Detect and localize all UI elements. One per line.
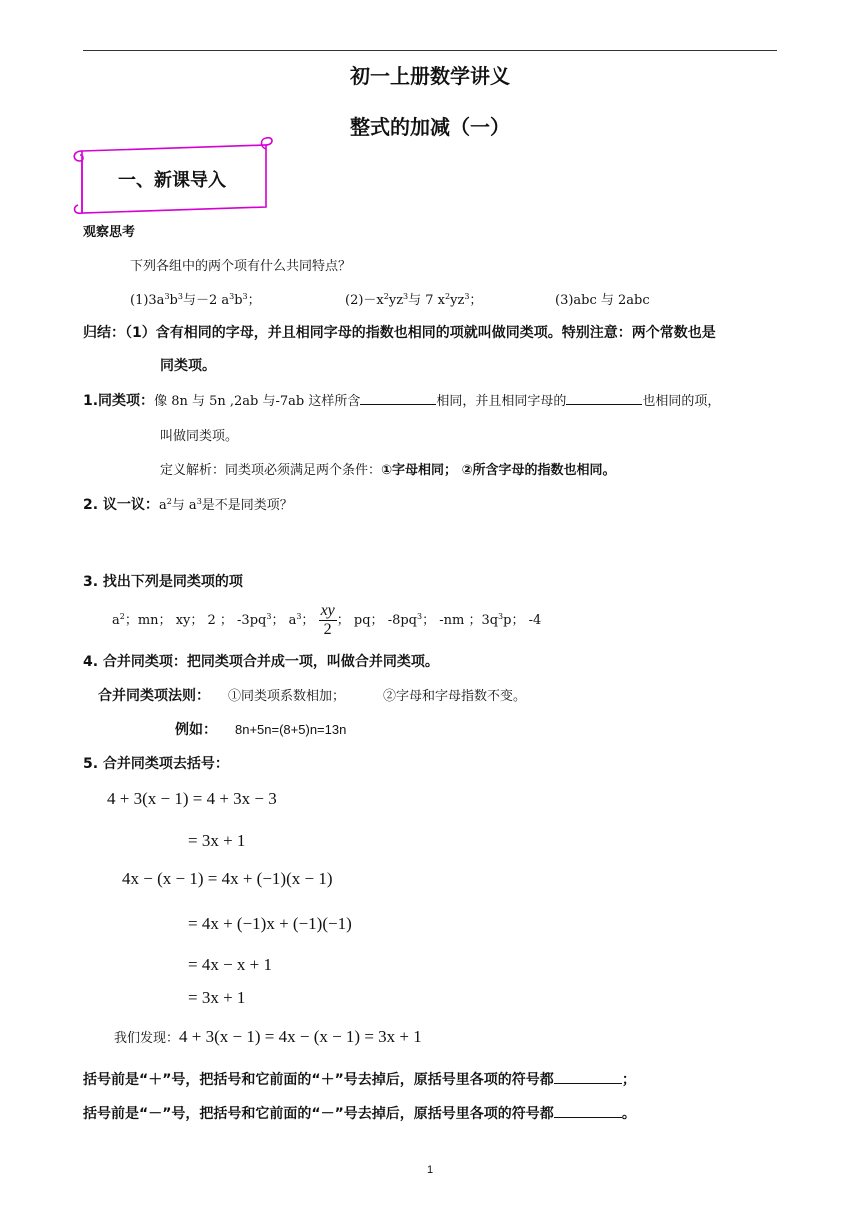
summary-line-2: 同类项。 bbox=[160, 358, 216, 374]
item5-label: 5. 合并同类项去括号： bbox=[83, 756, 229, 772]
item4-example: 例如： 8n+5n=(8+5)n=13n bbox=[175, 722, 347, 738]
section-heading: 一、新课导入 bbox=[118, 170, 226, 191]
observe-item-2: $(2)-x^2yz^3$与 7 $x^2yz^3$； bbox=[345, 292, 483, 308]
item4-rules: 合并同类项法则： ①同类项系数相加； ②字母和字母指数不变。 bbox=[98, 688, 527, 704]
observe-item-1: $(1)3a^3b^3$与－2 $a^3b^3$； bbox=[130, 292, 261, 308]
item1-definition: 定义解析：同类项必须满足两个条件：①字母相同； ②所含字母的指数也相同。 bbox=[160, 463, 616, 478]
blank-2[interactable] bbox=[566, 390, 642, 405]
summary-line-1: 归结：（1）含有相同的字母，并且相同字母的指数也相同的项就叫做同类项。特别注意：两个常数也是 bbox=[83, 325, 716, 341]
doc-title: 初一上册数学讲义 bbox=[350, 64, 510, 88]
equation-2: 4x − (x − 1) = 4x + (−1)(x − 1) bbox=[122, 869, 333, 888]
blank-minus[interactable] bbox=[554, 1103, 622, 1118]
header-rule bbox=[83, 50, 777, 51]
equation-1b: = 3x + 1 bbox=[188, 831, 246, 850]
blank-1[interactable] bbox=[360, 390, 436, 405]
item1-line-2: 叫做同类项。 bbox=[160, 429, 239, 444]
rule-minus: 括号前是“－”号，把括号和它前面的“－”号去掉后，原括号里各项的符号都 。 bbox=[83, 1103, 636, 1123]
page-number: 1 bbox=[426, 1164, 434, 1176]
rule-plus: 括号前是“＋”号，把括号和它前面的“＋”号去掉后，原括号里各项的符号都 ； bbox=[83, 1069, 636, 1089]
item4-label: 4. 合并同类项：把同类项合并成一项，叫做合并同类项。 bbox=[83, 654, 439, 670]
equation-1: 4 + 3(x − 1) = 4 + 3x − 3 bbox=[107, 789, 277, 808]
blank-plus[interactable] bbox=[554, 1069, 622, 1084]
observe-item-3: (3)abc 与 2abc bbox=[555, 293, 650, 308]
item3-label: 3. 找出下列是同类项的项 bbox=[83, 574, 243, 590]
equation-2c: = 4x − x + 1 bbox=[188, 955, 273, 974]
equation-2b: = 4x + (−1)x + (−1)(−1) bbox=[188, 914, 352, 933]
item1-line: 1.同类项：像 8n 与 5n ,2ab 与-7ab 这样所含 相同，并且相同字母的 也相同的项， bbox=[83, 390, 720, 410]
fraction-xy-2: $\frac{xy}{2}$ bbox=[320, 602, 335, 638]
found-line: 我们发现：4 + 3(x − 1) = 4x − (x − 1) = 3x + 1 bbox=[114, 1027, 422, 1046]
equation-2d: = 3x + 1 bbox=[188, 988, 246, 1007]
observe-question: 下列各组中的两个项有什么共同特点？ bbox=[130, 259, 352, 274]
subtitle: 整式的加减（一） bbox=[350, 115, 510, 139]
item3-terms: $a^2$；mn； xy； 2 ； $-3pq^3$； $a^3$； $\frac{xy}{2}$ ； pq； $-8pq^3$； -nm ；$3q^3p$； -4 bbox=[112, 602, 542, 638]
observe-label: 观察思考 bbox=[83, 225, 136, 240]
item2-line: 2. 议一议：$a^2$与 $a^3$是不是同类项？ bbox=[83, 497, 293, 513]
